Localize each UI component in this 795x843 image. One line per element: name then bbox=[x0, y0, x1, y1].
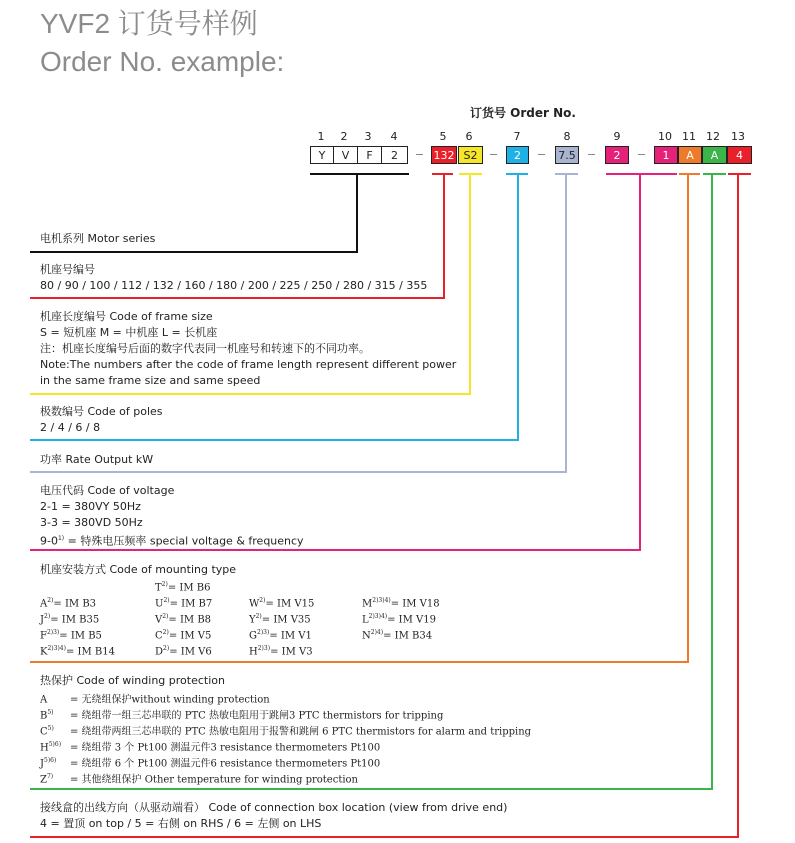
position-number: 4 bbox=[390, 130, 398, 143]
position-number: 6 bbox=[465, 130, 473, 143]
mounting-code: $C^{2)}=$ IM V5 bbox=[155, 629, 212, 642]
mounting-code: $K^{2)3)4)}=$ IM B14 bbox=[40, 645, 115, 658]
frame-length-codes: S = 短机座 M = 中机座 L = 长机座 bbox=[40, 326, 218, 339]
position-number: 5 bbox=[439, 130, 447, 143]
frame-length-note-cn: 注：机座长度编号后面的数字代表同一机座号和转速下的不同功率。 bbox=[40, 342, 370, 355]
connection-box-values: 4 = 置顶 on top / 5 = 右侧 on RHS / 6 = 左侧 on LHS bbox=[40, 817, 322, 830]
mounting-code: $U^{2)}=$ IM B7 bbox=[155, 597, 213, 610]
code-box-power: 7.5 bbox=[555, 146, 579, 164]
connection-box-label: 接线盒的出线方向（从驱动端看） Code of connection box location (view from drive end) bbox=[40, 801, 508, 814]
position-number: 9 bbox=[613, 130, 621, 143]
frame-length-label: 机座长度编号 Code of frame size bbox=[40, 310, 213, 323]
code-box-connection-box: 4 bbox=[727, 146, 752, 164]
position-number: 12 bbox=[706, 130, 720, 143]
mounting-code: $N^{2)4)}=$ IM B34 bbox=[362, 629, 433, 642]
mounting-code: $A^{2)}=$ IM B3 bbox=[40, 597, 97, 610]
code-box-voltage: 2 bbox=[605, 146, 629, 164]
code-box-fixed: F bbox=[357, 146, 382, 164]
winding-code: $Z^{7)}$ = 其他绕组保护 Other temperature for winding protection bbox=[40, 773, 359, 786]
code-box-fixed: Y bbox=[310, 146, 334, 164]
frame-length-note-en: Note:The numbers after the code of frame length represent different power bbox=[40, 358, 457, 371]
winding-code: $H^{5)6)}$ = 绕组带 3 个 Pt100 测温元件3 resistance thermometers Pt100 bbox=[40, 741, 381, 754]
position-number: 2 bbox=[340, 130, 348, 143]
position-number: 3 bbox=[364, 130, 372, 143]
voltage-code-3-3: 3-3 = 380VD 50Hz bbox=[40, 516, 143, 529]
mounting-code: $D^{2)}=$ IM V6 bbox=[155, 645, 212, 658]
code-box-fixed: V bbox=[333, 146, 358, 164]
mounting-code: $F^{2)3)}=$ IM B5 bbox=[40, 629, 102, 642]
winding-code: A = 无绕组保护without winding protection bbox=[40, 694, 270, 706]
mounting-code: $J^{2)}=$ IM B35 bbox=[40, 613, 100, 626]
mounting-code: $G^{2)3)}=$ IM V1 bbox=[249, 629, 312, 642]
mounting-code: $H^{2)3)}=$ IM V3 bbox=[249, 645, 313, 658]
page-title: YVF2 订货号样例 bbox=[40, 8, 258, 39]
mounting-code: $V^{2)}=$ IM B8 bbox=[155, 613, 212, 626]
position-number: 7 bbox=[513, 130, 521, 143]
code-box-frame-no: 132 bbox=[431, 146, 457, 164]
code-box-voltage-2: 1 bbox=[654, 146, 678, 164]
position-number: 10 bbox=[658, 130, 672, 143]
poles-label: 极数编号 Code of poles bbox=[40, 405, 163, 418]
code-box-poles: 2 bbox=[506, 146, 529, 164]
voltage-code-9-0: $9-0^{1)}$ = 特殊电压频率 special voltage & frequency bbox=[40, 534, 304, 548]
frame-no-values: 80 / 90 / 100 / 112 / 132 / 160 / 180 / 200 / 225 / 250 / 280 / 315 / 355 bbox=[40, 279, 428, 292]
position-number: 11 bbox=[682, 130, 696, 143]
code-box-winding: A bbox=[702, 146, 727, 164]
power-label: 功率 Rate Output kW bbox=[40, 453, 154, 466]
mounting-code: $L^{2)3)4)}=$ IM V19 bbox=[362, 613, 436, 626]
frame-length-note-en-2: in the same frame size and same speed bbox=[40, 374, 261, 387]
position-number: 13 bbox=[731, 130, 745, 143]
mounting-label: 机座安装方式 Code of mounting type bbox=[40, 563, 237, 576]
winding-code: $J^{5)6)}$ = 绕组带 6 个 Pt100 测温元件6 resistance thermometers Pt100 bbox=[40, 757, 381, 770]
code-box-fixed: 2 bbox=[381, 146, 408, 164]
voltage-code-2-1: 2-1 = 380VY 50Hz bbox=[40, 500, 141, 513]
frame-no-label: 机座号编号 bbox=[40, 263, 95, 276]
code-box-mounting: A bbox=[678, 146, 702, 164]
mounting-code: $T^{2)}=$ IM B6 bbox=[155, 581, 211, 594]
mounting-code: $M^{2)3)4)}=$ IM V18 bbox=[362, 597, 440, 610]
mounting-code: $W^{2)}=$ IM V15 bbox=[249, 597, 315, 610]
page-subtitle: Order No. example: bbox=[40, 46, 285, 77]
poles-values: 2 / 4 / 6 / 8 bbox=[40, 421, 101, 434]
position-number: 8 bbox=[563, 130, 571, 143]
winding-code: $B^{5)}$ = 绕组带一组三芯串联的 PTC 热敏电阻用于跳闸3 PTC thermistors for tripping bbox=[40, 709, 444, 722]
motor-series-label: 电机系列 Motor series bbox=[40, 232, 156, 245]
mounting-code: $Y^{2)}=$ IM V35 bbox=[249, 613, 311, 626]
winding-code: $C^{5)}$ = 绕组带两组三芯串联的 PTC 热敏电阻用于报警和跳闸 6 PTC thermistors for alarm and tripping bbox=[40, 725, 532, 738]
order-no-label: 订货号 Order No. bbox=[470, 106, 576, 120]
code-box-frame-length: S2 bbox=[458, 146, 483, 164]
voltage-label: 电压代码 Code of voltage bbox=[40, 484, 175, 497]
winding-label: 热保护 Code of winding protection bbox=[40, 674, 225, 687]
position-number: 1 bbox=[317, 130, 325, 143]
